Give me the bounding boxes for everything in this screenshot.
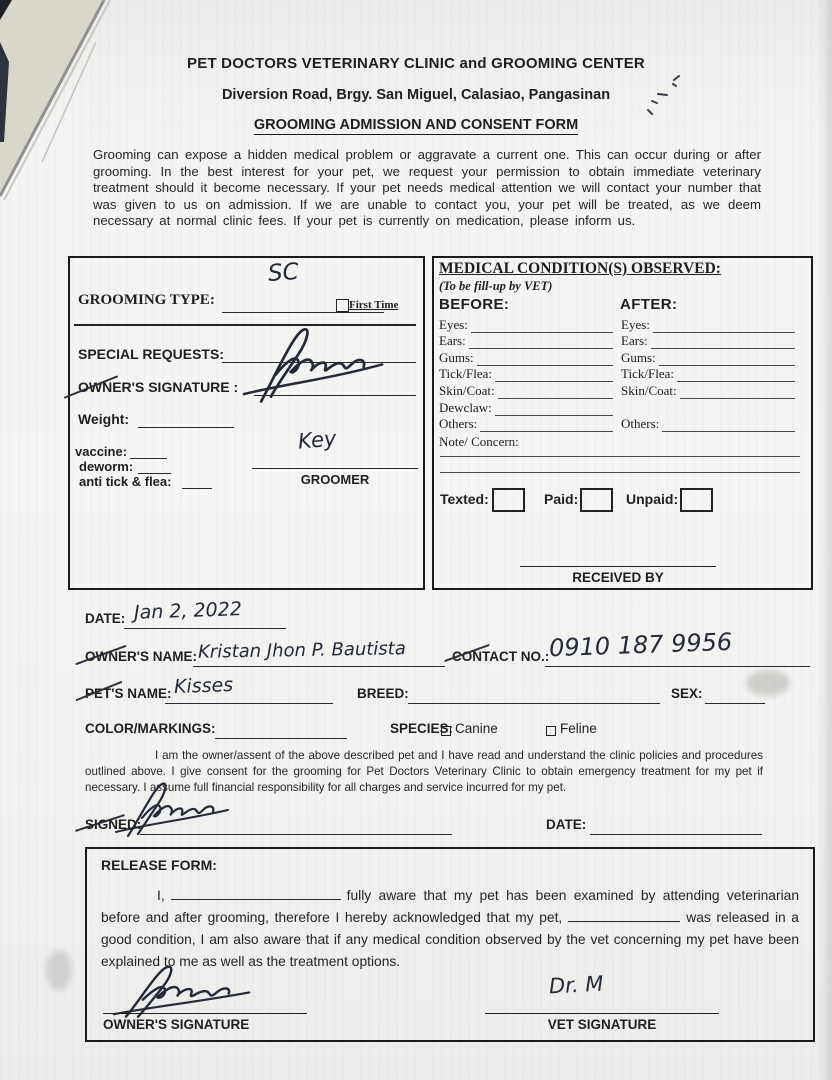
after-field-label: Gums: xyxy=(621,349,656,365)
field-line xyxy=(651,335,795,349)
vaccine-line xyxy=(130,445,167,459)
medical-row xyxy=(439,316,803,333)
note-line-2 xyxy=(440,458,800,473)
field-line xyxy=(495,402,613,416)
species-label: SPECIES: xyxy=(390,721,454,736)
unpaid-label: Unpaid: xyxy=(626,491,679,507)
first-time-label: First Time xyxy=(349,299,399,311)
sex-label: SEX: xyxy=(671,686,703,701)
weight-line xyxy=(138,413,234,428)
scan-smudge xyxy=(46,950,72,990)
signed-signature-handwriting xyxy=(104,778,244,838)
groomer-signature-handwriting: Key xyxy=(297,426,338,454)
medical-subtitle: (To be fill-up by VET) xyxy=(439,279,553,293)
consent-paragraph: I am the owner/assent of the above described pet and I have read and understand the clinic policies and procedures outlined above. I give consent for the grooming for Pet Doctors Veterinary Clinic to obtain emergency treatment for my pet if necessary. I assume full financial responsibility for all charges and service incurred for my pet. xyxy=(85,749,763,795)
consent-date-label: DATE: xyxy=(546,817,587,832)
after-field-label: Eyes: xyxy=(621,316,650,332)
texted-label: Texted: xyxy=(440,491,489,507)
pet-name-label: PET'S NAME: xyxy=(85,686,172,701)
grooming-type-label: GROOMING TYPE: xyxy=(78,292,215,308)
release-paragraph xyxy=(101,885,799,973)
field-line xyxy=(680,385,795,399)
groomer-line xyxy=(252,454,418,469)
vaccine-label: vaccine: xyxy=(75,444,128,459)
medical-row xyxy=(439,366,803,383)
before-field-label: Eyes: xyxy=(439,316,468,332)
release-box xyxy=(85,847,815,1042)
paid-label: Paid: xyxy=(544,491,579,507)
release-text-1: I, xyxy=(157,888,165,903)
release-title: RELEASE FORM: xyxy=(101,857,217,873)
before-field-label: Tick/Flea: xyxy=(439,366,492,382)
field-line xyxy=(662,418,795,432)
field-line xyxy=(480,418,613,432)
paid-checkbox xyxy=(580,488,613,512)
before-field-label: Others: xyxy=(439,416,478,432)
grooming-box xyxy=(68,256,425,590)
texted-checkbox xyxy=(492,488,525,512)
owner-name-handwriting: Kristan Jhon P. Bautista xyxy=(197,638,406,663)
canine-checkbox xyxy=(441,726,451,736)
note-concern-label: Note/ Concern: xyxy=(439,434,519,449)
after-field-label: Ears: xyxy=(621,333,648,349)
grooming-type-handwriting: SC xyxy=(267,258,300,288)
field-line xyxy=(495,368,613,382)
release-blank-1 xyxy=(171,887,341,900)
deworm-line xyxy=(138,460,171,474)
before-field-label: Gums: xyxy=(439,349,474,365)
clinic-name: PET DOCTORS VETERINARY CLINIC and GROOMING CENTER xyxy=(187,55,645,72)
consent-date-line xyxy=(590,818,762,835)
field-line xyxy=(469,335,613,349)
before-label: BEFORE: xyxy=(439,296,510,313)
field-line xyxy=(477,352,613,366)
medical-row xyxy=(439,416,803,433)
vet-signature-label: VET SIGNATURE xyxy=(547,1017,657,1032)
after-label: AFTER: xyxy=(620,296,678,313)
breed-line xyxy=(408,687,660,704)
feline-label: Feline xyxy=(560,721,597,736)
contact-no-handwriting: 0910 187 9956 xyxy=(548,627,733,663)
pet-name-handwriting: Kisses xyxy=(173,673,234,699)
received-by-line xyxy=(520,552,716,567)
release-owner-signature-line xyxy=(103,999,307,1014)
medical-row xyxy=(439,399,803,416)
unpaid-checkbox xyxy=(680,488,713,512)
release-text-3: was released in a good condition, I am also aware that if any medical condition observed by the vet concerning my pet have been explained to me as well as the treatment options. xyxy=(101,910,799,969)
before-field-label: Skin/Coat: xyxy=(439,382,495,398)
after-field-label: Others: xyxy=(621,416,660,432)
color-markings-line xyxy=(215,722,347,739)
contact-no-label: CONTACT NO.: xyxy=(452,649,550,664)
groomer-label: GROOMER xyxy=(300,472,370,487)
field-line xyxy=(677,368,795,382)
clinic-address: Diversion Road, Brgy. San Miguel, Calasiao, Pangasinan xyxy=(221,87,611,103)
release-owner-signature-label: OWNER'S SIGNATURE xyxy=(103,1017,250,1032)
release-blank-2 xyxy=(568,909,680,922)
special-requests-label: SPECIAL REQUESTS: xyxy=(78,346,224,362)
after-field-label: Skin/Coat: xyxy=(621,382,677,398)
owner-name-label: OWNER'S NAME: xyxy=(85,649,197,664)
owner-signature-handwriting xyxy=(238,320,388,404)
medical-row xyxy=(439,333,803,350)
breed-label: BREED: xyxy=(357,686,409,701)
date-handwriting: Jan 2, 2022 xyxy=(133,598,243,624)
medical-row xyxy=(439,382,803,399)
before-field-label: Dewclaw: xyxy=(439,399,492,415)
field-line xyxy=(498,385,613,399)
field-line xyxy=(471,319,613,333)
note-line-1 xyxy=(440,442,800,457)
after-field-label: Tick/Flea: xyxy=(621,366,674,382)
anti-tick-flea-line xyxy=(182,475,212,489)
signed-label: SIGNED: xyxy=(85,817,142,832)
canine-label: Canine xyxy=(455,721,498,736)
color-markings-label: COLOR/MARKINGS: xyxy=(85,721,216,736)
field-line xyxy=(659,352,795,366)
medical-rows xyxy=(439,316,803,432)
before-field-label: Ears: xyxy=(439,333,466,349)
medical-box xyxy=(432,256,813,590)
date-label: DATE: xyxy=(85,611,126,626)
sex-line xyxy=(705,687,765,704)
received-by-label: RECEIVED BY xyxy=(572,570,664,585)
weight-label: Weight: xyxy=(78,411,130,427)
intro-paragraph: Grooming can expose a hidden medical problem or aggravate a current one. This can occur during or after grooming. In the best interest for your pet, we request your permission to obtain immediate veterinary treatment should it become necessary. If your pet needs medical attention we will contact your number that was given to us on admission. If we are unable to contact you, your pet will be treated, as we deem necessary at normal clinic fees. If your pet is currently on medication, please inform us. xyxy=(93,147,761,229)
medical-row xyxy=(439,349,803,366)
vet-signature-handwriting: Dr. M xyxy=(548,971,604,999)
release-text-2: fully aware that my pet has been examined by attending veterinarian before and after grooming, therefore I hereby acknowledged that my pet, xyxy=(101,888,799,925)
deworm-label: deworm: xyxy=(79,459,134,474)
medical-title: MEDICAL CONDITION(S) OBSERVED: xyxy=(439,260,721,277)
field-line xyxy=(653,319,795,333)
owner-signature-label: OWNER'S SIGNATURE : xyxy=(78,379,239,395)
form-title: GROOMING ADMISSION AND CONSENT FORM xyxy=(253,117,579,133)
anti-tick-flea-label: anti tick & flea: xyxy=(79,474,172,489)
vet-signature-line xyxy=(485,999,719,1014)
feline-checkbox xyxy=(546,726,556,736)
